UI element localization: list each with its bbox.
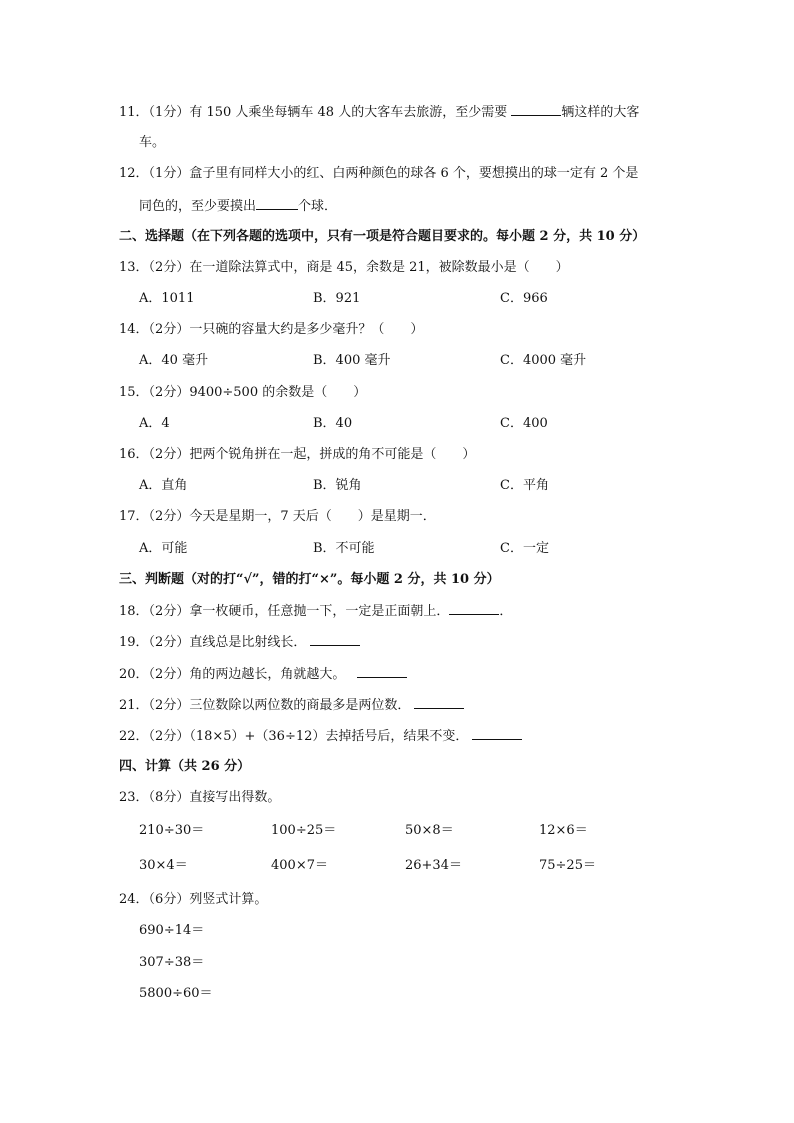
option-15-b[interactable]: B．40: [313, 416, 353, 431]
option-13-c[interactable]: C．966: [500, 291, 548, 306]
answer-blank-12[interactable]: [256, 197, 298, 210]
question-12-cont-after: 个球．: [298, 199, 338, 214]
calc-item: 30×4＝: [139, 858, 188, 873]
option-13-b[interactable]: B．921: [313, 291, 361, 306]
option-17-c[interactable]: C．一定: [500, 541, 549, 556]
question-24: 24．（6分）列竖式计算。: [119, 892, 268, 907]
answer-blank-19[interactable]: [310, 633, 360, 646]
question-13: 13．（2分）在一道除法算式中，商是 45，余数是 21，被除数最小是（ ）: [119, 260, 569, 275]
question-20-text: 20．（2分）角的两边越长，角就越大。: [119, 667, 346, 682]
question-19: [119, 633, 360, 652]
question-11: [119, 103, 639, 122]
option-16-c[interactable]: C．平角: [500, 478, 549, 493]
question-16: 16．（2分）把两个锐角拼在一起，拼成的角不可能是（ ）: [119, 447, 476, 462]
question-18-text: 18．（2分）拿一枚硬币，任意抛一下，一定是正面朝上．: [119, 604, 450, 619]
question-18: [119, 602, 512, 621]
section-2-heading: 二、选择题（在下列各题的选项中，只有一项是符合题目要求的。每小题 2 分，共 10 分）: [119, 229, 646, 244]
question-17: 17．（2分）今天是星期一，7 天后（ ）是星期一．: [119, 509, 436, 524]
calc-item: 50×8＝: [405, 823, 454, 838]
question-15: 15．（2分）9400÷500 的余数是（ ）: [119, 385, 367, 400]
calc-item: 210÷30＝: [139, 823, 205, 838]
option-15-c[interactable]: C．400: [500, 416, 548, 431]
section-4-heading: 四、计算（共 26 分）: [119, 759, 251, 774]
option-17-a[interactable]: A．可能: [139, 541, 188, 556]
option-13-a[interactable]: A．1011: [139, 291, 195, 306]
question-19-text: 19．（2分）直线总是比射线长．: [119, 635, 307, 650]
question-11-text: 11．（1分）有 150 人乘坐每辆车 48 人的大客车去旅游，至少需要: [119, 105, 512, 120]
answer-blank-21[interactable]: [414, 696, 464, 709]
question-12-continued: [139, 197, 337, 216]
question-14: 14．（2分）一只碗的容量大约是多少毫升？（ ）: [119, 322, 424, 337]
option-14-b[interactable]: B．400 毫升: [313, 353, 391, 368]
answer-blank-20[interactable]: [357, 665, 407, 678]
question-12-cont-text: 同色的，至少要摸出: [139, 199, 257, 214]
question-11-continued: 车。: [139, 135, 166, 150]
calc-item: 26+34＝: [405, 858, 462, 873]
calc-item: 400×7＝: [271, 858, 328, 873]
calc-item: 12×6＝: [539, 823, 588, 838]
option-16-a[interactable]: A．直角: [139, 478, 188, 493]
answer-blank-22[interactable]: [472, 727, 522, 740]
question-22: [119, 727, 522, 746]
section-3-heading: 三、判断题（对的打“√”，错的打“×”。每小题 2 分，共 10 分）: [119, 572, 500, 587]
calc-item: 100÷25＝: [271, 823, 337, 838]
option-14-c[interactable]: C．4000 毫升: [500, 353, 587, 368]
option-15-a[interactable]: A．4: [139, 416, 170, 431]
calc-item: 75÷25＝: [539, 858, 596, 873]
question-18-end: ．: [499, 604, 513, 619]
vertical-calc-item: 307÷38＝: [139, 955, 205, 970]
option-16-b[interactable]: B．锐角: [313, 478, 362, 493]
question-11-text-after: 辆这样的大客: [561, 105, 640, 120]
question-12: 12．（1分）盒子里有同样大小的红、白两种颜色的球各 6 个，要想摸出的球一定有 2 个是: [119, 166, 639, 181]
question-23: 23．（8分）直接写出得数。: [119, 790, 281, 805]
question-20: [119, 665, 407, 684]
question-22-text: 22．（2分）（18×5）+（36÷12）去掉括号后，结果不变．: [119, 729, 469, 744]
vertical-calc-item: 5800÷60＝: [139, 986, 213, 1001]
question-21: [119, 696, 464, 715]
question-21-text: 21．（2分）三位数除以两位数的商最多是两位数．: [119, 698, 411, 713]
answer-blank-18[interactable]: [449, 602, 499, 615]
option-17-b[interactable]: B．不可能: [313, 541, 375, 556]
vertical-calc-item: 690÷14＝: [139, 923, 205, 938]
option-14-a[interactable]: A．40 毫升: [139, 353, 209, 368]
answer-blank-11[interactable]: [511, 103, 561, 116]
